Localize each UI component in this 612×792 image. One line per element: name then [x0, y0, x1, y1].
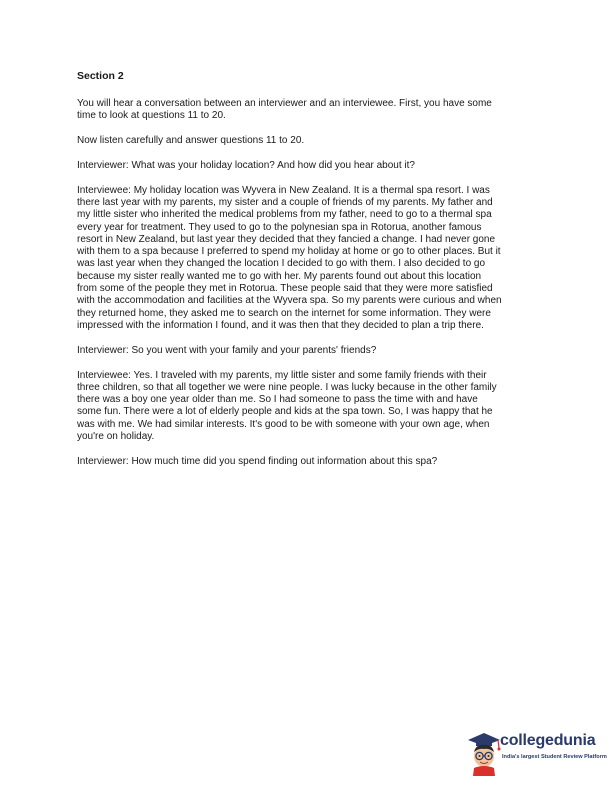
collegedunia-logo [462, 728, 612, 776]
logo-tagline: India's largest Student Review Platform [502, 754, 607, 760]
text-line: there was a boy one year older than me. So I had someone to pass the time with and have [77, 394, 478, 406]
text-line: Interviewer: So you went with your family and your parents' friends? [77, 344, 377, 356]
transcript-body [77, 98, 537, 468]
transcript-paragraph [77, 98, 537, 123]
text-line: Interviewee: My holiday location was Wyvera in New Zealand. It is a thermal spa resort. I was [77, 184, 490, 196]
text-line: there last year with my parents, my sister and a couple of friends of my parents. My father and [77, 196, 493, 208]
text-line: because my sister really wanted me to go with her. My parents found out about this location [77, 270, 482, 282]
text-line: resort in New Zealand, but last year they decided that they fancied a change. I had never gone [77, 233, 496, 245]
text-line: three children, so that all together we were nine people. I was lucky because in the other family [77, 381, 497, 393]
transcript-paragraph [77, 135, 537, 147]
text-line: every year for treatment. They used to go to the polynesian spa in Rotorua, another famous [77, 221, 482, 233]
text-line: time to look at questions 11 to 20. [77, 110, 226, 122]
text-line: you're on holiday. [77, 431, 155, 443]
document-page [77, 70, 537, 481]
transcript-paragraph [77, 160, 537, 172]
text-line: with them to a spa because I preferred to spend my holiday at home or go to other places. But it [77, 246, 501, 258]
transcript-paragraph [77, 456, 537, 468]
text-line: they returned home, they asked me to search on the internet for some information. They were [77, 307, 491, 319]
text-line: my little sister who inherited the medical problems from my father, need to go to a thermal spa [77, 209, 492, 221]
text-line: impressed with the information I found, and it was then that they decided to plan a trip there. [77, 319, 484, 331]
text-line: Interviewer: How much time did you spend finding out information about this spa? [77, 455, 438, 467]
transcript-paragraph [77, 185, 537, 333]
logo-brand-text: collegedunia [500, 732, 596, 749]
transcript-paragraph [77, 370, 537, 444]
text-line: some fun. There were a lot of elderly people and kids at the spa town. So, I was happy that he [77, 406, 493, 418]
text-line: Now listen carefully and answer questions 11 to 20. [77, 135, 305, 147]
text-line: with the accommodation and facilities at the Wyvera spa. So my parents were curious and when [77, 295, 502, 307]
text-line: Interviewee: Yes. I traveled with my parents, my little sister and some family friends with their [77, 369, 487, 381]
text-line: Interviewer: What was your holiday location? And how did you hear about it? [77, 159, 415, 171]
text-line: was last year when they changed the location I decided to go with them. I also decided to go [77, 258, 486, 270]
text-line: You will hear a conversation between an interviewer and an interviewee. First, you have some [77, 98, 492, 109]
section-title: Section 2 [77, 70, 124, 82]
text-line: was with me. We had similar interests. It's good to be with someone with your own age, when [77, 418, 490, 430]
transcript-paragraph [77, 345, 537, 357]
text-line: from some of the people they met in Rotorua. These people said that they were more satisfied [77, 283, 493, 295]
